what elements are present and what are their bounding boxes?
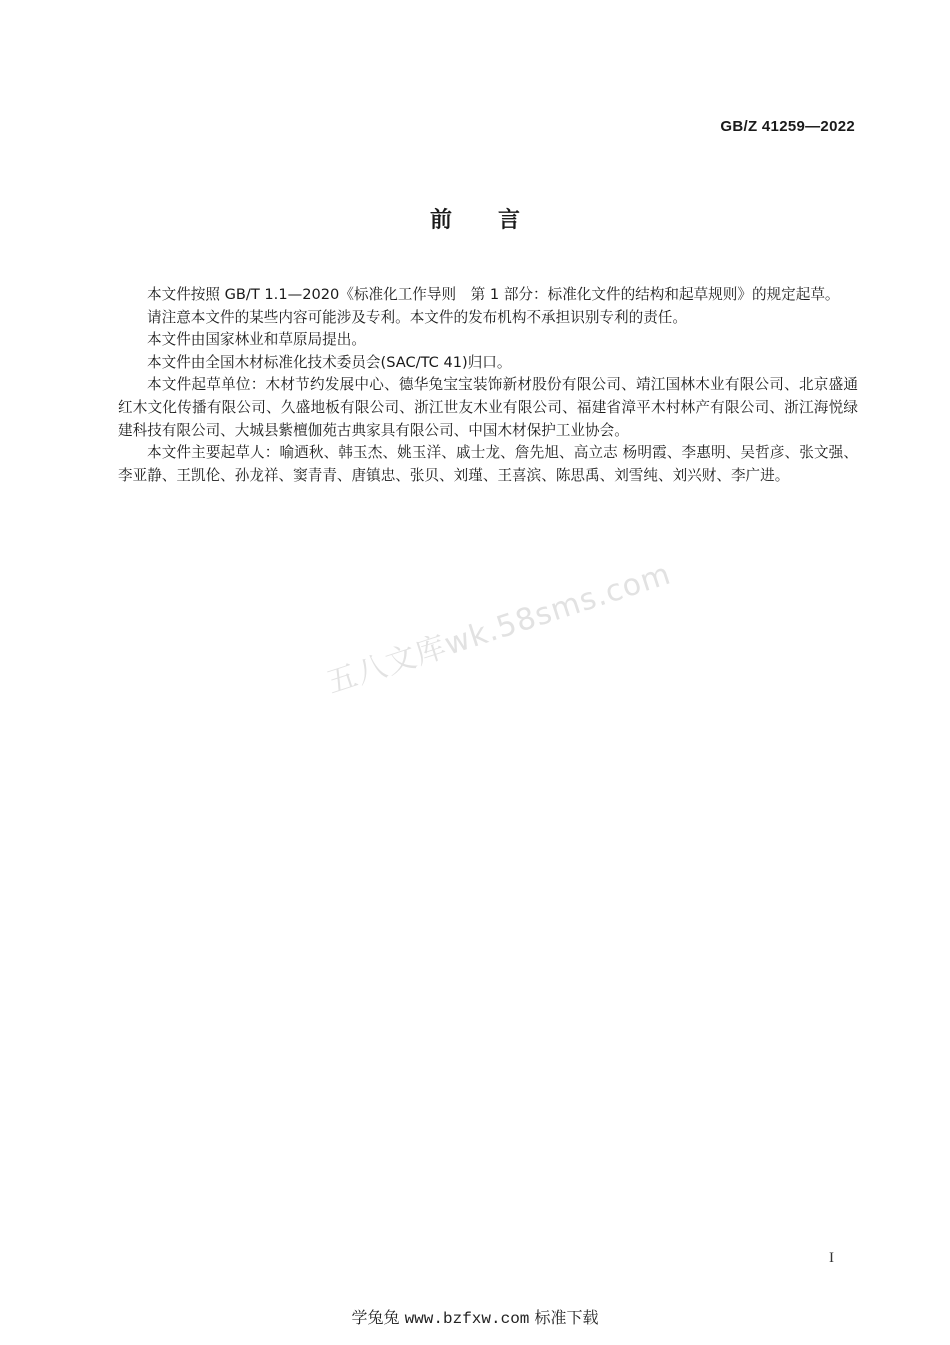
watermark: 五八文库wk.58sms.com	[322, 556, 676, 701]
paragraph-drafters: 本文件主要起草人：喻迺秋、韩玉杰、姚玉洋、戚士龙、詹先旭、高立志 杨明霞、李惠明、吴哲彦、张文强、李亚静、王凯伦、孙龙祥、窦青青、唐镇忠、张贝、刘瑾、王喜滨、陈思禹、刘雪纯、刘兴财、李广进。	[118, 444, 858, 484]
footer-prefix: 学兔兔	[351, 1308, 400, 1327]
paragraph-proposer: 本文件由国家林业和草原局提出。	[147, 331, 366, 349]
footer-url-link[interactable]: www.bzfxw.com	[404, 1310, 530, 1328]
footer-note	[0, 1305, 950, 1328]
footer-suffix: 标准下载	[534, 1308, 599, 1327]
page-number: I	[829, 1250, 834, 1266]
paragraph-patent-notice: 请注意本文件的某些内容可能涉及专利。本文件的发布机构不承担识别专利的责任。	[147, 308, 687, 326]
paragraph-drafting-organizations: 本文件起草单位：木材节约发展中心、德华兔宝宝装饰新材股份有限公司、靖江国林木业有限公司、北京盛通红木文化传播有限公司、久盛地板有限公司、浙江世友木业有限公司、福建省漳平木村林产有限公司、浙江海悦绿建科技有限公司、大城县紫檀伽苑古典家具有限公司、中国木材保护工业协会。	[118, 376, 858, 439]
paragraph-drafting-rules: 本文件按照 GB/T 1.1—2020《标准化工作导则 第 1 部分：标准化文件的结构和起草规则》的规定起草。	[147, 286, 840, 303]
foreword-body	[118, 284, 858, 487]
page-title: 前言	[429, 208, 566, 233]
paragraph-responsible-committee: 本文件由全国木材标准化技术委员会(SAC/TC 41)归口。	[147, 353, 512, 371]
standard-code: GB/Z 41259—2022	[720, 118, 855, 135]
